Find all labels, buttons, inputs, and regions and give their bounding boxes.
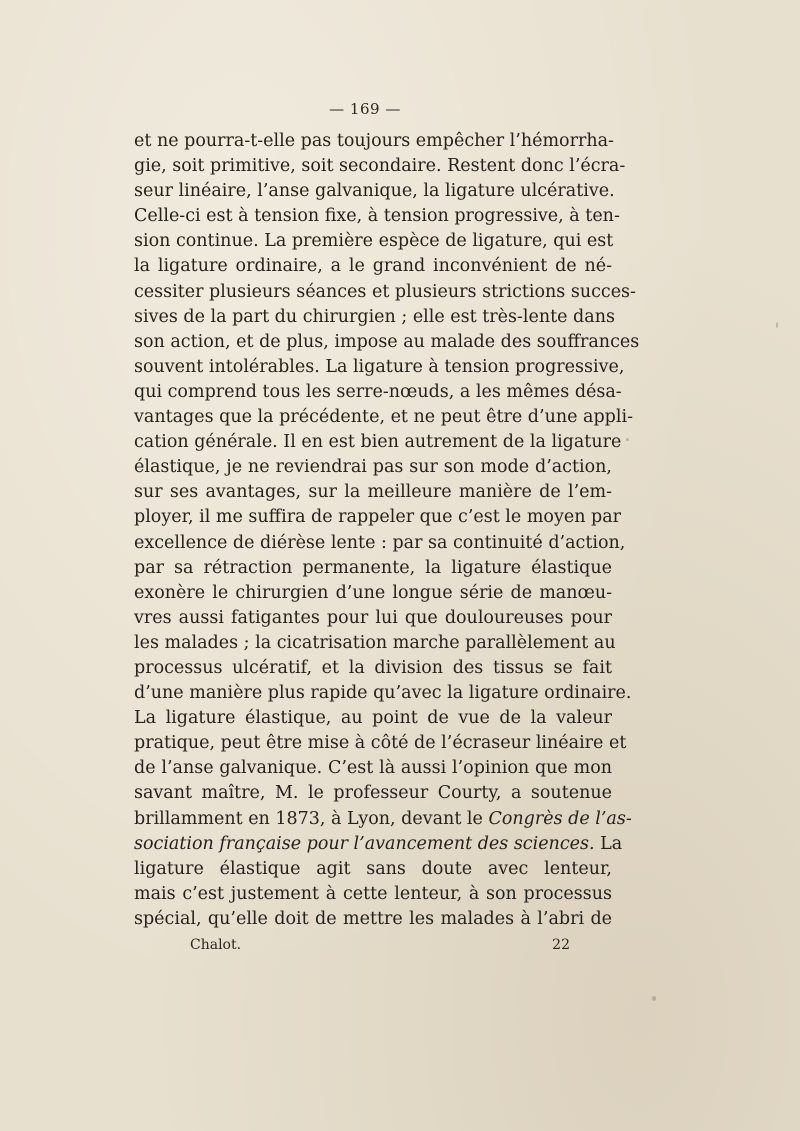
text-line-segment: cation générale. Il en est bien autrement de la ligature	[134, 432, 622, 453]
text-line-segment: de l’anse galvanique. C’est là aussi l’opinion que mon	[134, 758, 612, 779]
text-line-segment: les malades ; la cicatrisation marche parallèlement au	[134, 632, 616, 653]
text-line	[134, 229, 612, 254]
paper-speck	[626, 438, 629, 441]
text-line-segment: gie, soit primitive, soit secondaire. Restent donc l’écra-	[134, 156, 626, 177]
text-line-segment: son action, et de plus, impose au malade des souffrances	[134, 331, 640, 352]
text-line-segment: Celle-ci est à tension fixe, à tension progressive, à ten-	[134, 206, 620, 227]
text-line-segment: sion continue. La première espèce de ligature, qui est	[134, 231, 614, 252]
text-line-segment: élastique, je ne reviendrai pas sur son mode d’action,	[134, 457, 612, 478]
text-line	[134, 681, 632, 706]
text-line	[134, 556, 612, 581]
text-line	[134, 756, 612, 781]
text-line-segment: brillamment en 1873, à Lyon, devant le	[134, 808, 489, 829]
text-line-segment: La ligature élastique, au point de vue de la valeur	[134, 708, 612, 729]
text-line	[134, 882, 612, 907]
text-line-segment: pratique, peut être mise à côté de l’écraseur linéaire et	[134, 733, 627, 754]
text-line	[134, 405, 633, 430]
text-line	[134, 330, 640, 355]
text-line-segment: La	[594, 833, 623, 854]
text-line-segment: spécial, qu’elle doit de mettre les malades à l’abri de	[134, 908, 612, 929]
body-text	[134, 129, 640, 932]
paper-speck	[652, 996, 656, 1001]
text-line	[134, 907, 612, 932]
text-line-segment: ligature élastique agit sans doute avec lenteur,	[134, 858, 612, 879]
text-line-segment: vres aussi fatigantes pour lui que douloureuses pour	[134, 607, 612, 628]
text-line	[134, 254, 612, 279]
text-line	[134, 706, 612, 731]
text-line	[134, 480, 612, 505]
text-line	[134, 781, 612, 806]
text-line	[134, 179, 615, 204]
text-line-segment: par sa rétraction permanente, la ligature élastique	[134, 557, 612, 578]
text-line-segment: sives de la part du chirurgien ; elle est très-lente dans	[134, 306, 615, 327]
text-line	[134, 581, 612, 606]
text-line-segment: processus ulcératif, et la division des tissus se fait	[134, 657, 612, 678]
text-line-segment: la ligature ordinaire, a le grand inconvénient de né-	[134, 256, 612, 277]
printer-signature: Chalot.	[190, 937, 242, 953]
page-number: — 169 —	[329, 100, 401, 118]
text-line	[134, 154, 626, 179]
text-line-segment: seur linéaire, l’anse galvanique, la ligature ulcérative.	[134, 181, 615, 202]
text-line	[134, 129, 612, 154]
text-line-segment: cessiter plusieurs séances et plusieurs strictions succes-	[134, 281, 636, 302]
text-line-segment: qui comprend tous les serre-nœuds, a les mêmes désa-	[134, 381, 622, 402]
text-line	[134, 204, 620, 229]
text-line	[134, 731, 627, 756]
text-line	[134, 832, 623, 857]
text-line-segment: savant maître, M. le professeur Courty, a soutenue	[134, 783, 612, 804]
text-line-segment: mais c’est justement à cette lenteur, à son processus	[134, 883, 612, 904]
text-line	[134, 430, 622, 455]
text-line	[134, 380, 622, 405]
text-line-segment: excellence de diérèse lente : par sa continuité d’action,	[134, 532, 626, 553]
text-line	[134, 807, 632, 832]
text-line	[134, 631, 616, 656]
text-line-segment: sur ses avantages, sur la meilleure manière de l’em-	[134, 482, 612, 503]
text-line-segment: d’une manière plus rapide qu’avec la ligature ordinaire.	[134, 683, 632, 704]
text-line	[134, 857, 612, 882]
text-line	[134, 656, 612, 681]
text-line	[134, 355, 625, 380]
text-line-segment: ployer, il me suffira de rappeler que c’est le moyen par	[134, 507, 622, 528]
text-line-segment: souvent intolérables. La ligature à tension progressive,	[134, 356, 625, 377]
paper-speck	[776, 322, 778, 328]
text-line-segment: vantages que la précédente, et ne peut être d’une appli-	[134, 407, 633, 428]
text-line-segment: sociation française pour l’avancement des sciences.	[134, 833, 595, 854]
text-line-segment: exonère le chirurgien d’une longue série de manœu-	[134, 582, 612, 603]
text-line-segment: et ne pourra-t-elle pas toujours empêcher l’hémorrha-	[134, 131, 614, 151]
text-line-segment: Congrès de l’as-	[488, 808, 632, 829]
text-line	[134, 280, 636, 305]
text-line	[134, 606, 612, 631]
text-line	[134, 505, 622, 530]
text-line	[134, 455, 612, 480]
text-line	[134, 305, 615, 330]
sheet-number: 22	[552, 937, 570, 953]
text-line	[134, 531, 626, 556]
